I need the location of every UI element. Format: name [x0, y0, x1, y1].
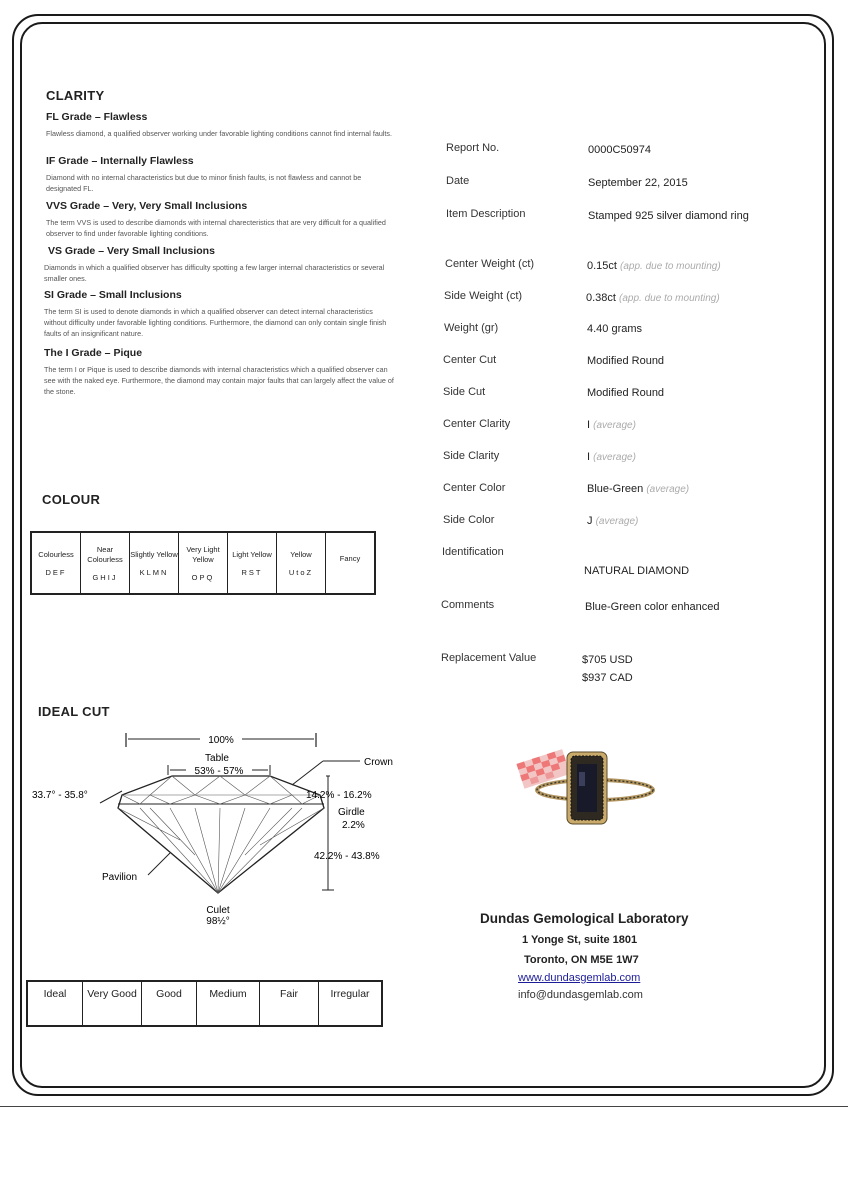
colour-name: Light Yellow	[232, 549, 272, 559]
report-value: 0.15ct (app. due to mounting)	[587, 260, 721, 272]
report-note: (average)	[593, 420, 636, 431]
report-label: Side Clarity	[443, 450, 500, 462]
colour-name: Fancy	[339, 554, 361, 563]
clarity-title: CLARITY	[46, 88, 105, 103]
crown-height: 14.2% - 16.2%	[306, 790, 372, 801]
cut-grade-cell: Very Good	[83, 981, 142, 1026]
girdle-label: Girdle	[338, 807, 365, 818]
cut-grade-cell: Fair	[260, 981, 319, 1026]
culet-label: Culet	[206, 905, 230, 916]
pavilion-depth: 42.2% - 43.8%	[314, 851, 380, 862]
report-note: (average)	[595, 516, 639, 527]
clarity-grade-text: The term SI is used to denote diamonds in which a qualified observer can detect internal characteristics without difficulty under favorable lighting conditions. Furthermore, the diamond can only contain single finish faults of an insignificant nature.	[44, 307, 387, 338]
colour-cell	[228, 532, 277, 594]
colour-scale-table	[30, 531, 376, 595]
clarity-grade-text: The term I or Pique is used to describe diamonds with internal characteristics which a qualified observer can see with the naked eye. Furthermore, the diamond may contain major faults that can largely affect the value of the stone.	[44, 365, 394, 396]
report-value: J (average)	[587, 515, 639, 527]
colour-code: GHIJ	[92, 572, 118, 582]
colour-name: Very Light Yellow	[186, 544, 220, 564]
lab-address-line1: 1 Yonge St, suite 1801	[522, 934, 638, 946]
report-value-cad: $937 CAD	[582, 672, 633, 684]
colour-code: KLMN	[139, 567, 169, 577]
clarity-grade-heading: SI Grade – Small Inclusions	[44, 289, 182, 301]
report-value: 0000C50974	[588, 144, 652, 156]
colour-cell	[81, 532, 130, 594]
report-label: Identification	[442, 546, 504, 558]
report-value: Modified Round	[587, 355, 665, 367]
report-note: (average)	[593, 452, 636, 463]
cut-grade-cell: Good	[142, 981, 197, 1026]
colour-code: OPQ	[191, 572, 215, 582]
report-label: Center Weight (ct)	[445, 258, 535, 270]
report-value: 0.38ct (app. due to mounting)	[586, 292, 720, 304]
lab-email: info@dundasgemlab.com	[518, 989, 643, 1001]
table-label: Table	[205, 753, 229, 764]
report-note: (app. due to mounting)	[620, 261, 721, 272]
report-value: Blue-Green (average)	[587, 483, 690, 495]
report-note: (average)	[646, 484, 690, 495]
colour-name: Yellow	[290, 549, 312, 559]
colour-code: UtoZ	[288, 567, 314, 577]
clarity-grade-text: Diamond with no internal characteristics but due to minor finish faults, is not flawless and cannot be designated FL.	[46, 173, 362, 193]
lab-address-line2: Toronto, ON M5E 1W7	[524, 954, 639, 966]
report-label: Weight (gr)	[444, 322, 499, 334]
report-label: Comments	[441, 599, 495, 611]
crown-angle: 33.7° - 35.8°	[32, 790, 88, 801]
colour-name: Slightly Yellow	[130, 549, 178, 559]
lab-name: Dundas Gemological Laboratory	[480, 911, 689, 926]
report-label: Date	[446, 175, 470, 187]
colour-cell	[179, 532, 228, 594]
report-label: Center Clarity	[443, 418, 511, 430]
table-range: 53% - 57%	[194, 766, 244, 777]
report-label: Item Description	[446, 208, 526, 220]
colour-name: Near Colourless	[87, 544, 123, 564]
clarity-grade-heading: The I Grade – Pique	[44, 347, 143, 359]
crown-label: Crown	[364, 757, 393, 768]
lab-website-link[interactable]: www.dundasgemlab.com	[518, 972, 641, 984]
cut-grade-cell: Irregular	[319, 981, 383, 1026]
clarity-grade-heading: VVS Grade – Very, Very Small Inclusions	[46, 200, 248, 212]
cut-grade-cell: Ideal	[27, 981, 83, 1026]
colour-cell	[277, 532, 326, 594]
report-label: Center Color	[443, 482, 506, 494]
clarity-grade-text: Flawless diamond, a qualified observer working under favorable lighting conditions cannot find internal faults.	[46, 129, 392, 138]
cut-grade-table	[26, 980, 383, 1027]
ideal-cut-title: IDEAL CUT	[38, 704, 110, 719]
colour-title: COLOUR	[42, 492, 101, 507]
colour-cell	[31, 532, 81, 594]
pavilion-label: Pavilion	[102, 872, 138, 883]
report-value: NATURAL DIAMOND	[584, 565, 690, 577]
report-label: Replacement Value	[441, 652, 537, 664]
report-value: I (average)	[587, 419, 636, 431]
report-value: Modified Round	[587, 387, 665, 399]
report-value: Stamped 925 silver diamond ring	[588, 210, 749, 222]
colour-cell	[326, 532, 376, 594]
cut-grade-cell: Medium	[197, 981, 260, 1026]
clarity-grade-text: The term VVS is used to describe diamonds with internal charecteristics that are very difficult for a qualified observer to find under favorable lighting conditions.	[46, 218, 386, 238]
report-label: Side Cut	[443, 386, 486, 398]
report-value: Blue-Green color enhanced	[585, 601, 720, 613]
report-label: Report No.	[446, 142, 500, 154]
report-value: September 22, 2015	[588, 177, 688, 189]
report-label: Side Color	[443, 514, 495, 526]
colour-name: Colourless	[38, 549, 74, 559]
report-label: Center Cut	[443, 354, 497, 366]
report-label: Side Weight (ct)	[444, 290, 523, 302]
girdle-value: 2.2%	[342, 820, 365, 831]
ring-photo	[515, 738, 655, 838]
culet-value: 98½°	[206, 916, 230, 927]
report-note: (app. due to mounting)	[619, 293, 720, 304]
diamond-diagram	[30, 725, 400, 935]
clarity-grade-heading: FL Grade – Flawless	[46, 111, 148, 123]
clarity-grade-heading: IF Grade – Internally Flawless	[46, 155, 194, 167]
report-value: $705 USD	[582, 654, 633, 666]
colour-code: RST	[241, 567, 263, 577]
clarity-grade-heading: VS Grade – Very Small Inclusions	[48, 245, 215, 257]
report-value: I (average)	[587, 451, 636, 463]
width-label: 100%	[208, 735, 234, 746]
report-value: 4.40 grams	[587, 323, 643, 335]
colour-cell	[130, 532, 179, 594]
clarity-grade-text: Diamonds in which a qualified observer has difficulty spotting a few larger internal characteristics or several smaller ones.	[44, 263, 385, 283]
colour-code: DEF	[45, 567, 67, 577]
scan-edge-line	[0, 1106, 848, 1107]
